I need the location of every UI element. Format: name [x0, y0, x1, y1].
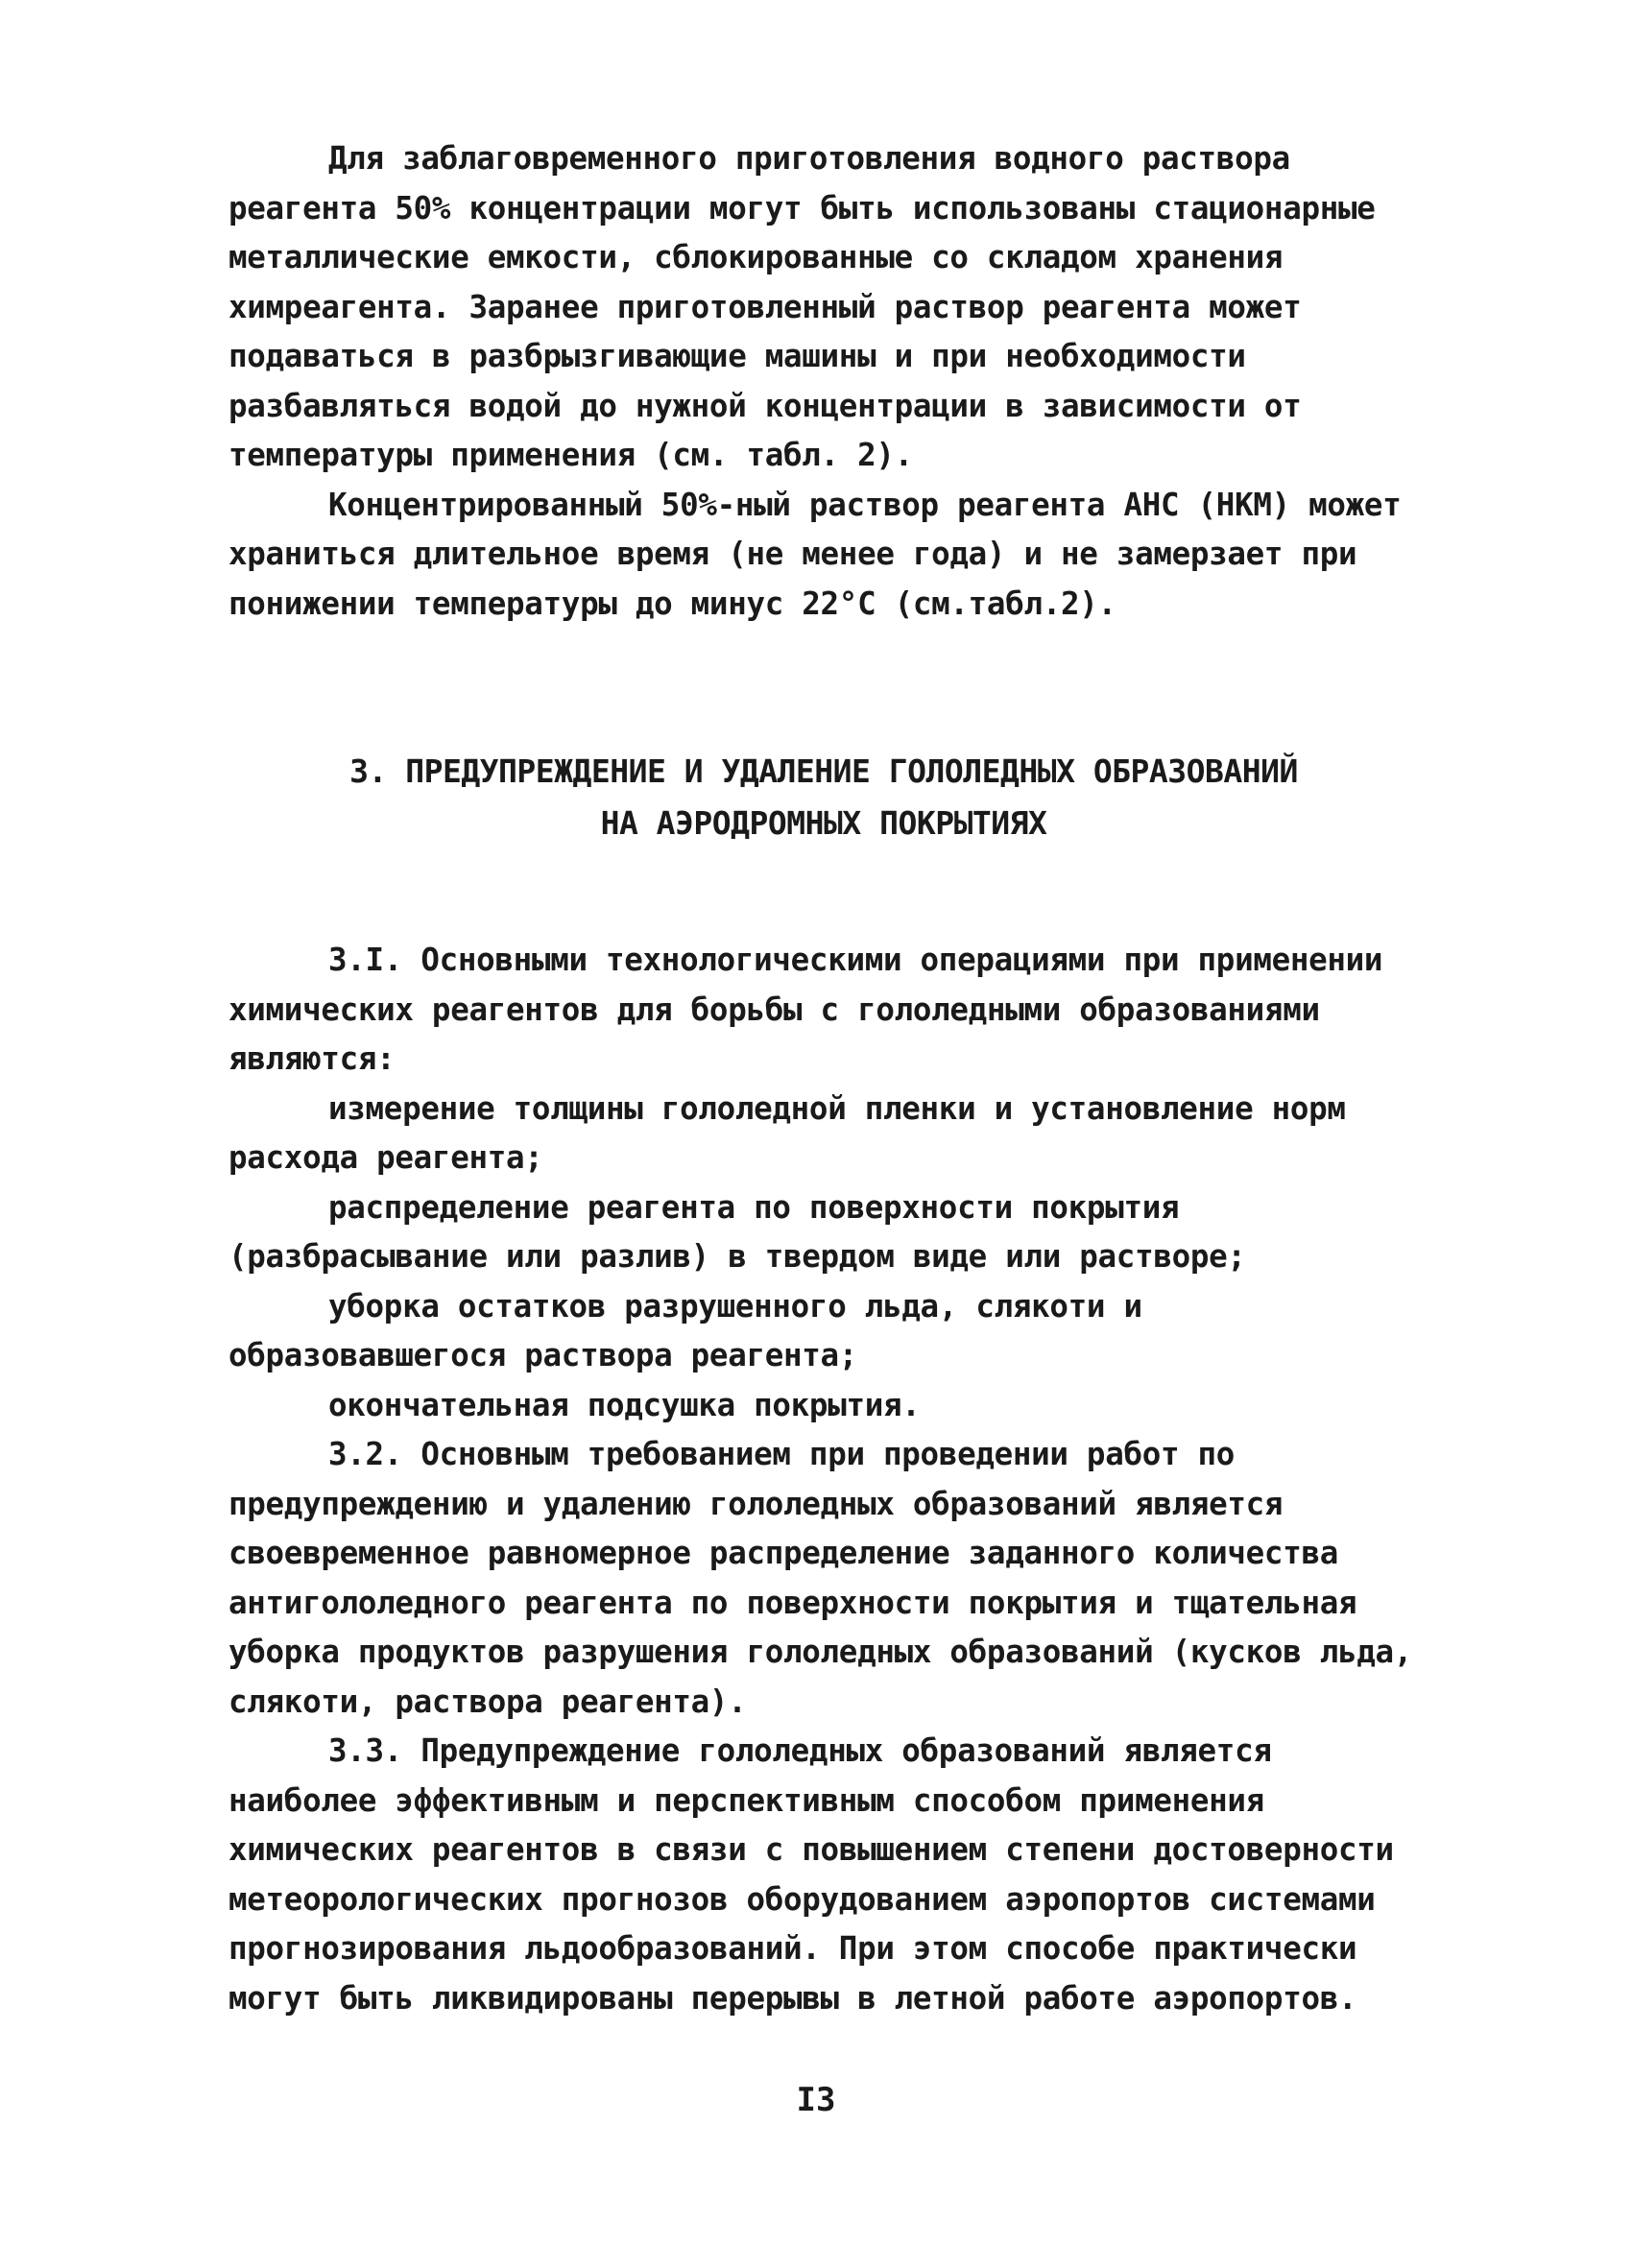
page-body [228, 134, 1419, 2023]
page-number: I3 [796, 2081, 836, 2119]
list-item-drying: окончательная подсушка покрытия. [328, 1386, 921, 1423]
paragraph-3-2: 3.2. Основным требованием при проведении работ по предупреждению и удалению гололедных образований является своевременное равномерное распределение заданного количества антигололедного реагента по поверхности покрытия и тщательная уборка продуктов разрушения гололедных образований (кусков льда, слякоти, раствора реагента). [228, 1436, 1413, 1720]
list-item-cleanup: уборка остатков разрушенного льда, слякоти и образовавшегося раствора реагента; [228, 1287, 1142, 1373]
paragraph-3-3: 3.3. Предупреждение гололедных образований является наиболее эффективным и перспективным способом применения химических реагентов в связи с повышением степени достоверности метеорологических прогнозов оборудованием аэропортов системами прогнозирования льдообразований. При этом способе практически могут быть ликвидированы перерывы в летной работе аэропортов. [228, 1732, 1394, 2017]
section-heading [228, 746, 1419, 849]
list-item-measurement: измерение толщины гололедной пленки и установление норм расхода реагента; [228, 1089, 1346, 1176]
paragraph-3-1: 3.I. Основными технологическими операциями при применении химических реагентов для борьбы с гололедными образованиями являются: [228, 942, 1383, 1077]
paragraph-solution-preparation: Для заблаговременного приготовления водного раствора реагента 50% концентрации могут быть использованы стационарные металлические емкости, сблокированные со складом хранения химреагента. Заранее приготовленный раствор реагента может подаваться в разбрызгивающие машины и при необходимости разбавляться водой до нужной концентрации в зависимости от температуры применения (см. табл. 2). [228, 140, 1376, 473]
paragraph-concentrated-solution: Концентрированный 50%-ный раствор реагента АНС (НКМ) может храниться длительное время (не менее года) и не замерзает при понижении температуры до минус 22°С (см.табл.2). [228, 486, 1402, 622]
section-heading-line2: НА АЭРОДРОМНЫХ ПОКРЫТИЯХ [600, 804, 1047, 842]
list-item-distribution: распределение реагента по поверхности покрытия (разбрасывание или разлив) в твердом виде или растворе; [228, 1188, 1246, 1275]
section-heading-line1: 3. ПРЕДУПРЕЖДЕНИЕ И УДАЛЕНИЕ ГОЛОЛЕДНЫХ ОБРАЗОВАНИЙ [349, 752, 1298, 790]
